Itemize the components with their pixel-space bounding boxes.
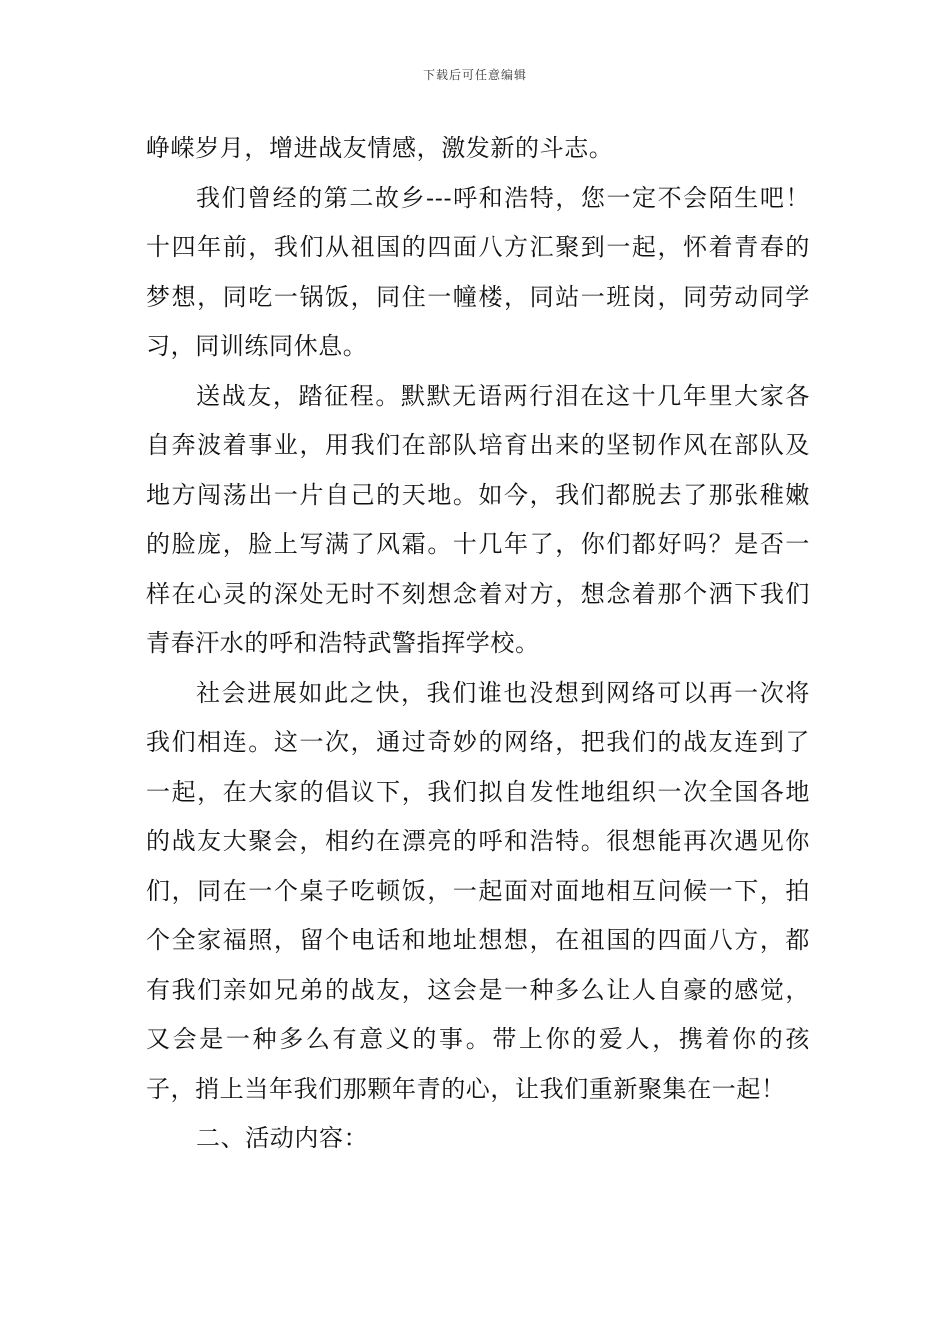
section-heading-activity: 二、活动内容： <box>196 1124 369 1152</box>
document-body <box>146 124 810 1164</box>
page-header: 下载后可任意编辑 <box>422 68 527 82</box>
paragraph-farewell: 送战友，踏征程。默默无语两行泪在这十几年里大家各自奔波着事业，用我们在部队培育出来的坚韧作风在部队及地方闯荡出一片自己的天地。如今，我们都脱去了那张稚嫩的脸庞，脸上写满了风霜。十几年了，你们都好吗？是否一样在心灵的深处无时不刻想念着对方，想念着那个洒下我们青春汗水的呼和浩特武警指挥学校。 <box>146 381 810 657</box>
paragraph-continuation: 峥嵘岁月，增进战友情感，激发新的斗志。 <box>146 134 614 162</box>
paragraph-second-hometown: 我们曾经的第二故乡---呼和浩特，您一定不会陌生吧！十四年前，我们从祖国的四面八方汇聚到一起，怀着青春的梦想，同吃一锅饭，同住一幢楼，同站一班岗，同劳动同学习，同训练同休息。 <box>146 183 810 360</box>
paragraph-reunion: 社会进展如此之快，我们谁也没想到网络可以再一次将我们相连。这一次，通过奇妙的网络，把我们的战友连到了一起，在大家的倡议下，我们拟自发性地组织一次全国各地的战友大聚会，相约在漂亮的呼和浩特。很想能再次遇见你们，同在一个桌子吃顿饭，一起面对面地相互问候一下，拍个全家福照，留个电话和地址想想，在祖国的四面八方，都有我们亲如兄弟的战友，这会是一种多么让人自豪的感觉，又会是一种多么有意义的事。带上你的爱人，携着你的孩子，捎上当年我们那颗年青的心，让我们重新聚集在一起！ <box>146 678 810 1103</box>
